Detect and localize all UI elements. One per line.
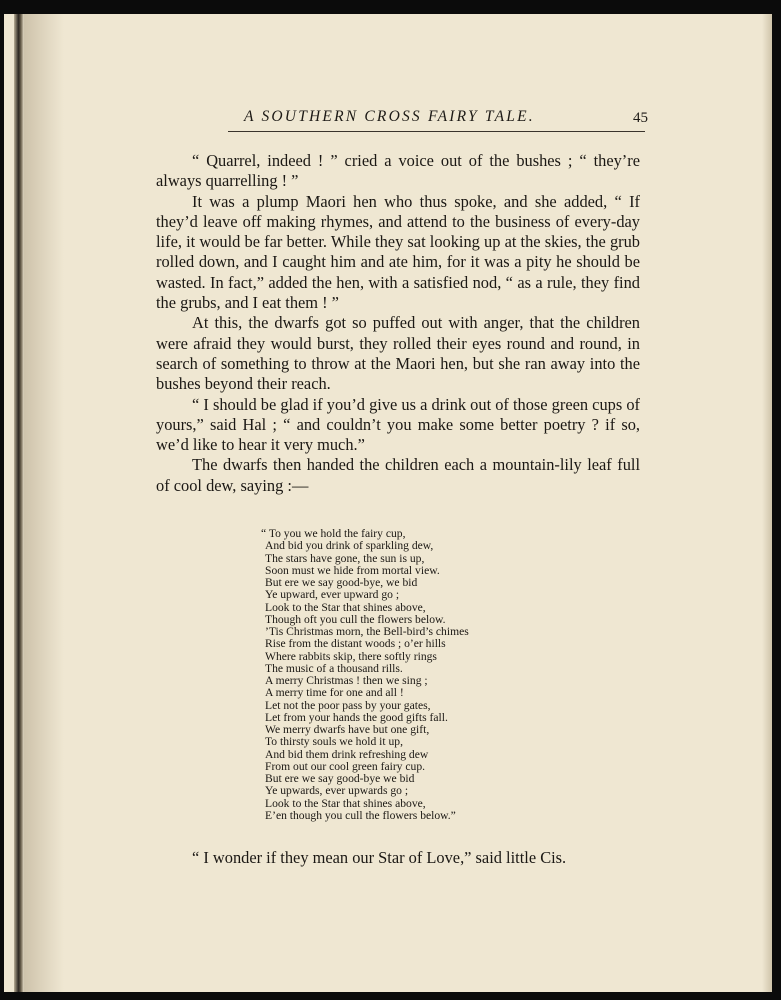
paragraph: It was a plump Maori hen who thus spoke, and she added, “ If they’d leave off making rhymes, and attend to the business of every-day life, it would be far better. While they sat looking up at the skies, the grub rolled down, and I caught him and ate him, for it was a pity he should be wasted. In fact,” added the hen, with a satisfied nod, “ as a rule, they find the grubs, and I eat them ! ” <box>156 191 640 313</box>
paragraph: The dwarfs then handed the children each a mountain-lily leaf full of cool dew, saying :— <box>156 455 640 495</box>
poem-line: To thirsty souls we hold it up, <box>265 735 403 749</box>
poem-line: But ere we say good-bye we bid <box>265 772 415 785</box>
poem-line: We merry dwarfs have but one gift, <box>265 723 430 736</box>
prose-body <box>156 151 640 496</box>
poem-line: Look to the Star that shines above, <box>265 796 426 810</box>
poem-line: From out our cool green fairy cup. <box>265 759 426 773</box>
page-header <box>226 104 648 134</box>
page-edge <box>762 14 772 992</box>
poem-line: E’en though you cull the flowers below.” <box>265 808 456 822</box>
header-rule <box>228 131 645 132</box>
book-gutter <box>14 14 24 992</box>
poem-line: But ere we say good-bye, we bid <box>265 576 418 589</box>
poem-line: The stars have gone, the sun is up, <box>265 551 425 565</box>
poem-line: And bid you drink of sparkling dew, <box>265 539 434 553</box>
poem-line: Look to the Star that shines above, <box>265 600 426 614</box>
poem-line: “ To you we hold the fairy cup, <box>261 527 406 540</box>
paragraph: At this, the dwarfs got so puffed out with anger, that the children were afraid they would burst, they rolled their eyes round and round, in search of something to throw at the Maori hen, but she ran away into the bushes beyond their reach. <box>156 313 640 394</box>
poem <box>261 527 555 822</box>
poem-line: Let from your hands the good gifts fall. <box>265 710 448 724</box>
poem-line: And bid them drink refreshing dew <box>265 747 429 761</box>
paragraph: “ I should be glad if you’d give us a drink out of those green cups of yours,” said Hal ; “ and couldn’t you make some better poetry ? if so, we’d like to hear it very much.” <box>156 394 640 455</box>
poem-line: Though oft you cull the flowers below. <box>265 612 446 626</box>
poem-line: Ye upwards, ever upwards go ; <box>265 784 409 798</box>
poem-line: ’Tis Christmas morn, the Bell-bird’s chimes <box>265 625 469 638</box>
poem-line: Where rabbits skip, there softly rings <box>265 649 437 663</box>
poem-line: Let not the poor pass by your gates, <box>265 698 431 712</box>
running-title: A SOUTHERN CROSS FAIRY TALE. <box>244 108 535 125</box>
poem-line: Ye upward, ever upward go ; <box>265 588 400 602</box>
poem-line: A merry time for one and all ! <box>265 686 404 700</box>
scan-border <box>0 992 781 1000</box>
closing-line: “ I wonder if they mean our Star of Love,” said little Cis. <box>192 848 567 867</box>
gutter-shadow <box>24 14 64 992</box>
poem-line: Soon must we hide from mortal view. <box>265 563 440 577</box>
poem-line: Rise from the distant woods ; o’er hills <box>265 637 446 651</box>
page-number: 45 <box>633 110 648 126</box>
paragraph: “ Quarrel, indeed ! ” cried a voice out of the bushes ; “ they’re always quarrelling ! ” <box>156 151 640 191</box>
poem-line: The music of a thousand rills. <box>265 661 403 675</box>
poem-line: A merry Christmas ! then we sing ; <box>265 674 428 687</box>
